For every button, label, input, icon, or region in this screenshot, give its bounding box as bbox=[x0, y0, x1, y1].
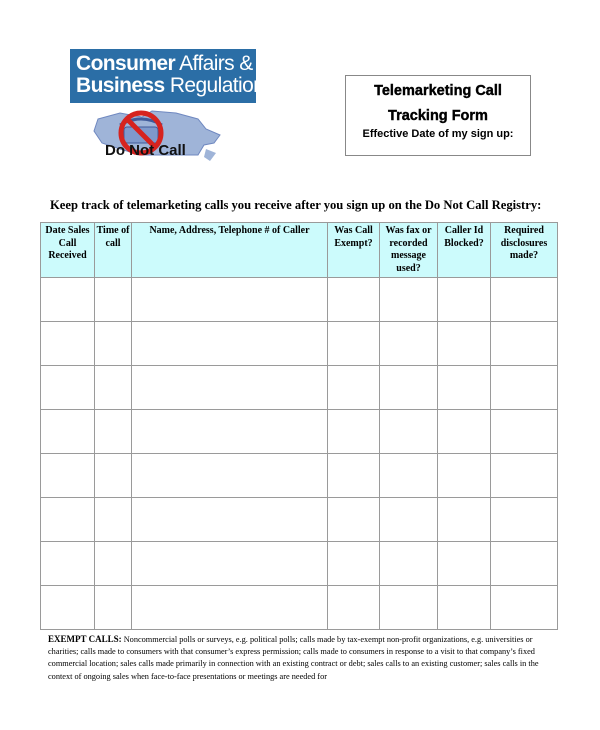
column-header: Time of call bbox=[95, 223, 132, 278]
entry-cell[interactable] bbox=[95, 586, 132, 630]
form-title-line2: Tracking Form bbox=[388, 108, 488, 124]
entry-cell[interactable] bbox=[328, 586, 380, 630]
entry-cell[interactable] bbox=[132, 586, 328, 630]
entry-cell[interactable] bbox=[41, 366, 95, 410]
column-header: Name, Address, Telephone # of Caller bbox=[132, 223, 328, 278]
entry-cell[interactable] bbox=[95, 498, 132, 542]
entry-cell[interactable] bbox=[491, 454, 558, 498]
entry-cell[interactable] bbox=[328, 278, 380, 322]
entry-cell[interactable] bbox=[438, 366, 491, 410]
entry-cell[interactable] bbox=[328, 410, 380, 454]
consumer-affairs-logo bbox=[70, 49, 265, 103]
entry-cell[interactable] bbox=[438, 454, 491, 498]
logo-regulation: Regulation bbox=[169, 74, 265, 97]
entry-cell[interactable] bbox=[132, 454, 328, 498]
do-not-call-icon bbox=[80, 105, 230, 167]
entry-cell[interactable] bbox=[95, 410, 132, 454]
entry-cell[interactable] bbox=[328, 366, 380, 410]
entry-cell[interactable] bbox=[95, 278, 132, 322]
entry-cell[interactable] bbox=[380, 278, 438, 322]
svg-text:Do Not Call: Do Not Call bbox=[105, 142, 186, 159]
entry-cell[interactable] bbox=[438, 278, 491, 322]
entry-cell[interactable] bbox=[132, 278, 328, 322]
entry-cell[interactable] bbox=[41, 542, 95, 586]
entry-cell[interactable] bbox=[132, 410, 328, 454]
entry-cell[interactable] bbox=[380, 366, 438, 410]
entry-cell[interactable] bbox=[380, 542, 438, 586]
column-header: Required disclosures made? bbox=[491, 223, 558, 278]
table-row bbox=[41, 322, 558, 366]
entry-cell[interactable] bbox=[132, 542, 328, 586]
entry-cell[interactable] bbox=[491, 498, 558, 542]
column-header: Was fax or recorded message used? bbox=[380, 223, 438, 278]
table-row bbox=[41, 586, 558, 630]
logo-affairs: Affairs & bbox=[179, 52, 253, 75]
effective-date-label: Effective Date of my sign up: bbox=[362, 128, 514, 140]
entry-cell[interactable] bbox=[491, 586, 558, 630]
logo-consumer: Consumer bbox=[76, 52, 176, 75]
entry-cell[interactable] bbox=[41, 498, 95, 542]
entry-cell[interactable] bbox=[380, 454, 438, 498]
entry-cell[interactable] bbox=[380, 410, 438, 454]
intro-instruction: Keep track of telemarketing calls you receive after you sign up on the Do Not Call Registry: bbox=[50, 198, 542, 212]
form-title-box bbox=[345, 75, 531, 156]
entry-cell[interactable] bbox=[438, 542, 491, 586]
entry-cell[interactable] bbox=[491, 322, 558, 366]
entry-cell[interactable] bbox=[95, 454, 132, 498]
table-row bbox=[41, 454, 558, 498]
entry-cell[interactable] bbox=[41, 278, 95, 322]
exempt-calls-note bbox=[48, 633, 560, 683]
entry-cell[interactable] bbox=[438, 410, 491, 454]
entry-cell[interactable] bbox=[132, 322, 328, 366]
table-row bbox=[41, 278, 558, 322]
entry-cell[interactable] bbox=[95, 366, 132, 410]
entry-cell[interactable] bbox=[438, 586, 491, 630]
table-header-row bbox=[41, 223, 558, 278]
entry-cell[interactable] bbox=[438, 322, 491, 366]
entry-cell[interactable] bbox=[438, 498, 491, 542]
entry-cell[interactable] bbox=[328, 454, 380, 498]
exempt-calls-text: Noncommercial polls or surveys, e.g. political polls; calls made by tax-exempt non-profit organizations, e.g. universities or charities; calls made to consumers with that consumer’s express permission; calls made to consumers in response to a visit to that company’s fixed commercial location; sales calls made primarily in connection with an existing contract or debt; sales calls to an existing customer; sales calls in the context of ongoing sales when face-to-face presentations or meetings are needed for bbox=[48, 635, 539, 681]
entry-cell[interactable] bbox=[41, 322, 95, 366]
entry-cell[interactable] bbox=[41, 454, 95, 498]
column-header: Caller Id Blocked? bbox=[438, 223, 491, 278]
table-row bbox=[41, 542, 558, 586]
entry-cell[interactable] bbox=[95, 542, 132, 586]
entry-cell[interactable] bbox=[491, 366, 558, 410]
entry-cell[interactable] bbox=[380, 498, 438, 542]
entry-cell[interactable] bbox=[41, 410, 95, 454]
do-not-call-badge bbox=[80, 105, 230, 167]
entry-cell[interactable] bbox=[380, 586, 438, 630]
entry-cell[interactable] bbox=[380, 322, 438, 366]
table-row bbox=[41, 498, 558, 542]
column-header: Was Call Exempt? bbox=[328, 223, 380, 278]
entry-cell[interactable] bbox=[328, 322, 380, 366]
table-row bbox=[41, 410, 558, 454]
entry-cell[interactable] bbox=[132, 366, 328, 410]
logo-business: Business bbox=[76, 74, 165, 97]
entry-cell[interactable] bbox=[328, 542, 380, 586]
column-header: Date Sales Call Received bbox=[41, 223, 95, 278]
exempt-calls-label: EXEMPT CALLS: bbox=[48, 634, 122, 644]
entry-cell[interactable] bbox=[41, 586, 95, 630]
entry-cell[interactable] bbox=[491, 542, 558, 586]
entry-cell[interactable] bbox=[491, 410, 558, 454]
call-tracking-table bbox=[40, 222, 558, 630]
entry-cell[interactable] bbox=[328, 498, 380, 542]
entry-cell[interactable] bbox=[132, 498, 328, 542]
entry-cell[interactable] bbox=[95, 322, 132, 366]
entry-cell[interactable] bbox=[491, 278, 558, 322]
form-title-line1: Telemarketing Call bbox=[374, 83, 502, 99]
table-row bbox=[41, 366, 558, 410]
